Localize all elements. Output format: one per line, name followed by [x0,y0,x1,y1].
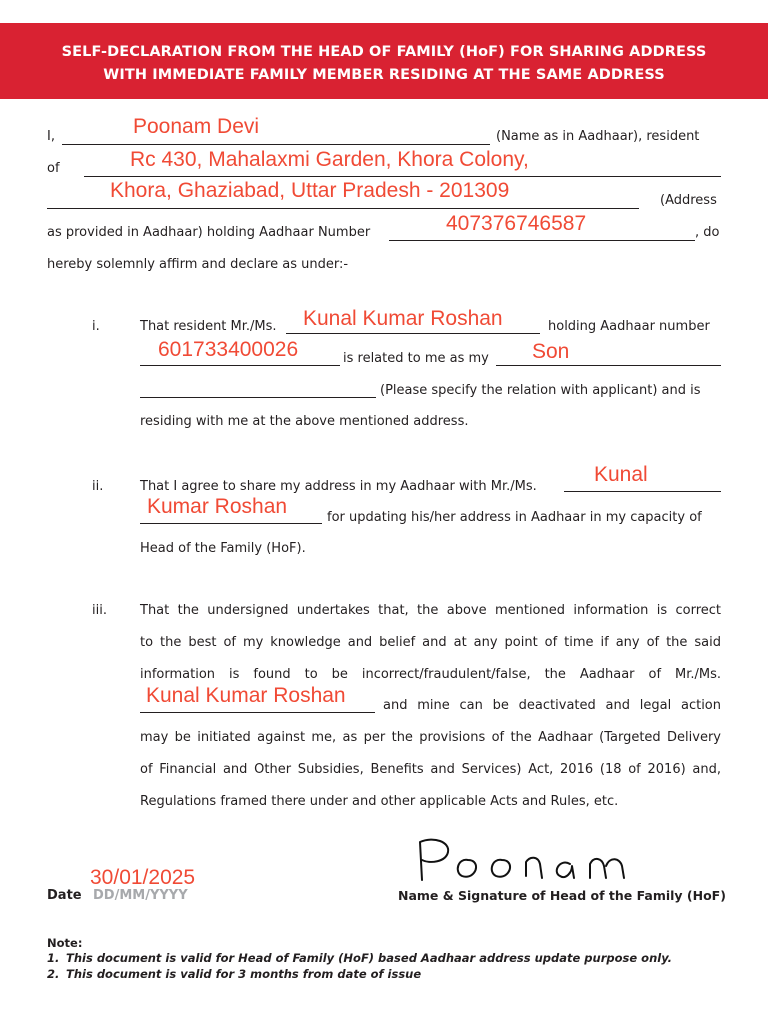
clause2-text-a: That I agree to share my address in my Aadhaar with Mr./Ms. [140,479,537,494]
note-title: Note: [47,936,83,950]
date-value[interactable]: 30/01/2025 [90,866,196,889]
address-line2-value[interactable]: Khora, Ghaziabad, Uttar Pradesh - 201309 [110,179,510,202]
clause3-line-3: information is found to be incorrect/fraudulent/false, the Aadhaar of Mr./Ms. [140,667,721,682]
intro-aadhaar-suffix: , do [695,225,720,240]
clause3-number: iii. [92,603,107,618]
clause1-text-e: residing with me at the above mentioned address. [140,414,469,429]
hof-name-value[interactable]: Poonam Devi [133,115,260,138]
address-line-1 [84,176,721,177]
member-aadhaar-value[interactable]: 601733400026 [158,338,299,361]
clause1-text-d: (Please specify the relation with applicant) and is [380,383,701,398]
hof-aadhaar-line [389,240,695,241]
clause1-text-c: is related to me as my [343,351,489,366]
clause3-line-5: may be initiated against me, as per the provisions of the Aadhaar (Targeted Delivery [140,730,721,745]
clause3-line-2: to the best of my knowledge and belief and at any point of time if any of the said [140,635,721,650]
intro-name-suffix: (Name as in Aadhaar), resident [496,129,700,144]
relation-value[interactable]: Son [532,340,570,363]
clause2-text-c: Head of the Family (HoF). [140,541,306,556]
member-name-again-value[interactable]: Kunal Kumar Roshan [146,684,346,707]
intro-aadhaar-label: as provided in Aadhaar) holding Aadhaar Number [47,225,371,240]
date-label: Date [47,888,82,903]
clause3-line-6: of Financial and Other Subsidies, Benefits and Services) Act, 2016 (18 of 2016) and, [140,762,721,777]
note-1-number: 1. [47,951,60,965]
address-line-2 [47,208,639,209]
hof-signature [410,836,655,886]
member-name-line-3 [140,712,375,713]
clause1-number: i. [92,319,100,334]
member-name-part1-value[interactable]: Kunal [594,463,648,486]
page-title [0,41,768,87]
intro-affirm: hereby solemnly affirm and declare as under:- [47,257,349,272]
hof-aadhaar-value[interactable]: 407376746587 [446,212,587,235]
member-name-part2-value[interactable]: Kumar Roshan [147,495,288,518]
relation-line [496,365,721,366]
clause2-text-b: for updating his/her address in Aadhaar in my capacity of [327,510,702,525]
relation-spec-line [140,397,376,398]
member-name-value[interactable]: Kunal Kumar Roshan [303,307,503,330]
date-placeholder: DD/MM/YYYY [93,888,188,903]
clause3-line-1: That the undersigned undertakes that, the above mentioned information is correct [140,603,721,618]
member-name-line-2b [140,523,322,524]
note-1: This document is valid for Head of Family (HoF) based Aadhaar address update purpose only. [66,951,673,965]
address-line1-value[interactable]: Rc 430, Mahalaxmi Garden, Khora Colony, [130,148,529,171]
title-line-1: SELF-DECLARATION FROM THE HEAD OF FAMILY (HoF) FOR SHARING ADDRESS [61,44,707,60]
intro-of-label: of [47,161,60,176]
member-name-line-2a [564,491,721,492]
intro-i-label: I, [47,129,55,144]
intro-address-suffix: (Address [660,193,717,208]
member-name-line [286,333,540,334]
clause3-line-7: Regulations framed there under and other applicable Acts and Rules, etc. [140,794,619,809]
note-2-number: 2. [47,967,60,981]
clause3-line-4: and mine can be deactivated and legal action [383,698,721,713]
clause2-number: ii. [92,479,104,494]
clause1-text-a: That resident Mr./Ms. [140,319,277,334]
hof-name-line [62,144,490,145]
signature-label: Name & Signature of Head of the Family (HoF) [398,888,726,903]
member-aadhaar-line [140,365,340,366]
title-line-2: WITH IMMEDIATE FAMILY MEMBER RESIDING AT THE SAME ADDRESS [103,67,665,83]
note-2: This document is valid for 3 months from date of issue [66,967,422,981]
clause1-text-b: holding Aadhaar number [548,319,710,334]
